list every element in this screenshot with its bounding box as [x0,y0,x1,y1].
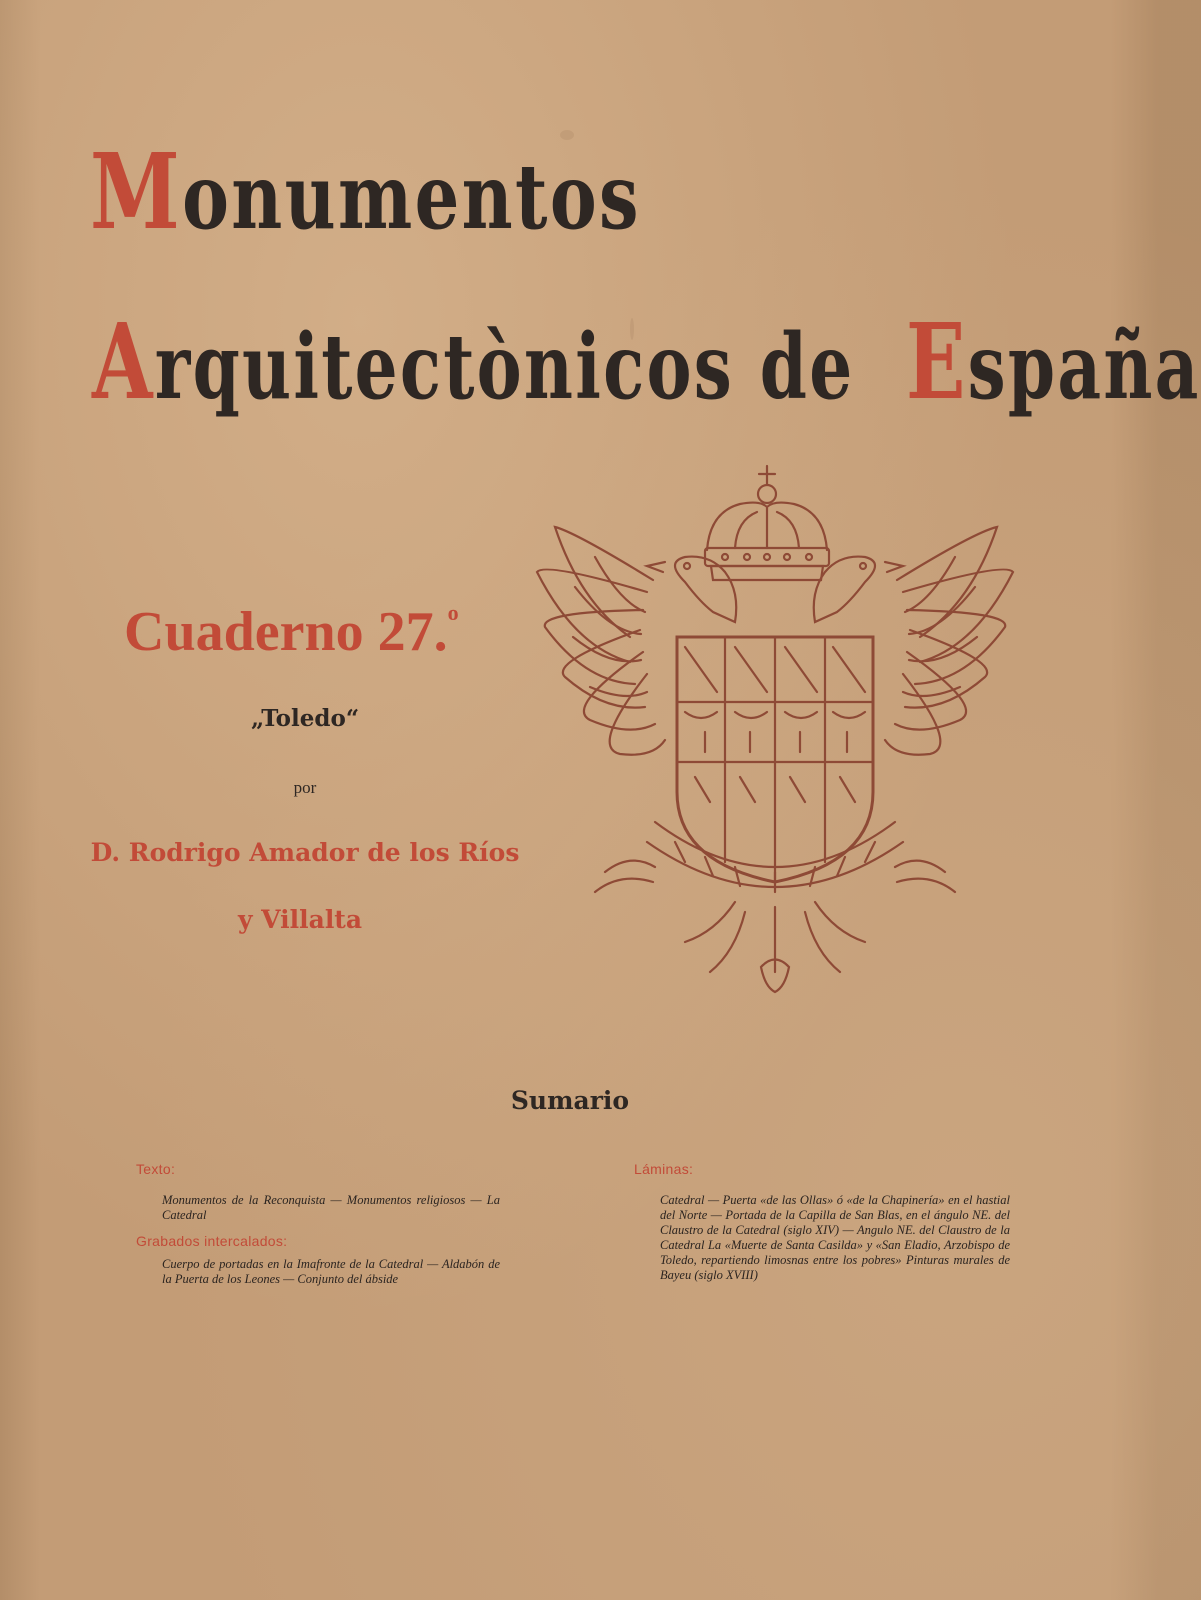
summary-heading: Sumario [510,1086,630,1115]
author-name: D. Rodrigo Amador de los Ríos [90,838,520,867]
title-word-de: de [759,314,855,420]
title-initial-m: M [90,130,183,253]
subtitle-toledo: „Toledo“ [250,705,360,732]
tail-icon [685,902,865,992]
grabados-heading: Grabados intercalados: [136,1233,288,1249]
left-wing-icon [537,527,665,755]
author-name-continued: y Villalta [237,905,363,934]
grabados-body: Cuerpo de portadas en la Imafronte de la Catedral — Aldabón de la Puerta de los Leones — Conjunto del ábside [162,1257,500,1286]
title-line-2 [92,300,1201,423]
laminas-body: Catedral — Puerta «de las Ollas» ó «de la Chapinería» en el hastial del Norte — Portada de la Capilla de San Blas, en el ángulo NE. del Claustro de la Catedral (siglo XIV) — Angulo NE. del Claustro de la Catedral La «Muerte de Santa Casilda» y «San Eladio, Arzobispo de Toledo, repartiendo limosnas entre los pobres» Pinturas murales de Bayeu (siglo XVIII) [660,1193,1010,1282]
texto-body: Monumentos de la Reconquista — Monumentos religiosos — La Catedral [162,1193,500,1222]
title-word-espana: spaña [967,314,1201,420]
shield-icon [677,637,873,882]
crown-icon [705,466,829,580]
title-line-1 [90,130,641,253]
laminas-heading: Láminas: [634,1161,694,1177]
right-wing-icon [885,527,1013,755]
issue-label: Cuaderno [124,601,364,663]
title-word-monumentos: onumentos [182,144,641,250]
by-label: por [293,778,317,797]
paper-stain [560,130,574,140]
issue-ordinal: o [447,600,459,625]
issue-number: 27. [377,601,448,663]
coat-of-arms-icon [535,462,1015,1002]
title-word-arquitectonicos: rquitectònicos [154,314,735,420]
title-initial-a: A [92,300,155,423]
issue-title [124,600,459,664]
texto-heading: Texto: [136,1161,176,1177]
title-initial-e: E [905,300,968,423]
